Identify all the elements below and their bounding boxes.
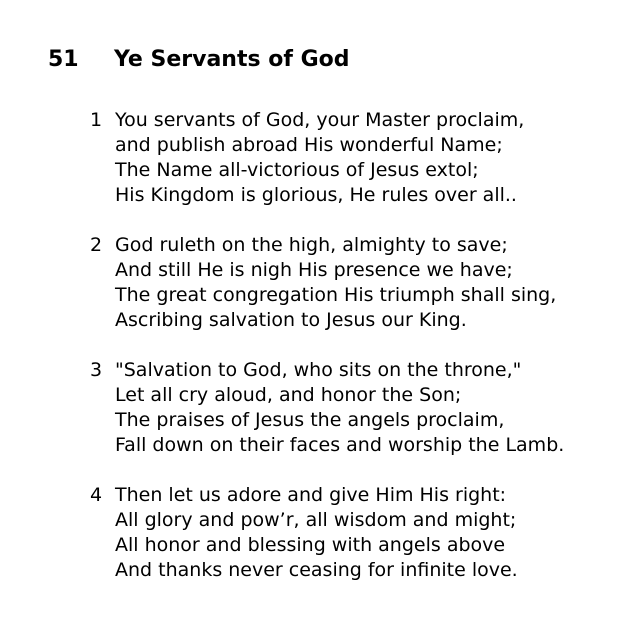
verse-1	[90, 108, 610, 208]
verse-line: Let all cry aloud, and honor the Son;	[115, 384, 462, 406]
verse-line: You servants of God, your Master proclaim,	[115, 109, 525, 131]
verse-number: 4	[90, 484, 103, 506]
verse-4	[90, 483, 610, 583]
verse-number: 3	[90, 359, 103, 381]
verse-line: "Salvation to God, who sits on the throne,"	[115, 359, 522, 381]
verse-number: 1	[90, 109, 103, 131]
hymn-number: 51	[48, 47, 79, 72]
hymn-header	[48, 46, 350, 74]
verse-line: Fall down on their faces and worship the Lamb.	[115, 434, 565, 456]
verse-line: and publish abroad His wonderful Name;	[115, 134, 503, 156]
verse-number: 2	[90, 234, 103, 256]
verse-line: Then let us adore and give Him His right:	[115, 484, 507, 506]
verse-line: Ascribing salvation to Jesus our King.	[115, 309, 467, 331]
verse-line: And still He is nigh His presence we have;	[115, 259, 513, 281]
verse-line: The praises of Jesus the angels proclaim,	[115, 409, 505, 431]
verse-line: All honor and blessing with angels above	[115, 534, 506, 556]
verse-line: God ruleth on the high, almighty to save;	[115, 234, 508, 256]
verse-line: And thanks never ceasing for infinite love.	[115, 559, 518, 581]
verse-line: The great congregation His triumph shall sing,	[115, 284, 557, 306]
verse-line: His Kingdom is glorious, He rules over all..	[115, 184, 517, 206]
verse-3	[90, 358, 610, 458]
verse-2	[90, 233, 610, 333]
verses	[90, 108, 610, 608]
verse-line: The Name all-victorious of Jesus extol;	[115, 159, 479, 181]
hymn-title: Ye Servants of God	[114, 47, 350, 72]
verse-line: All glory and pow’r, all wisdom and might;	[115, 509, 517, 531]
